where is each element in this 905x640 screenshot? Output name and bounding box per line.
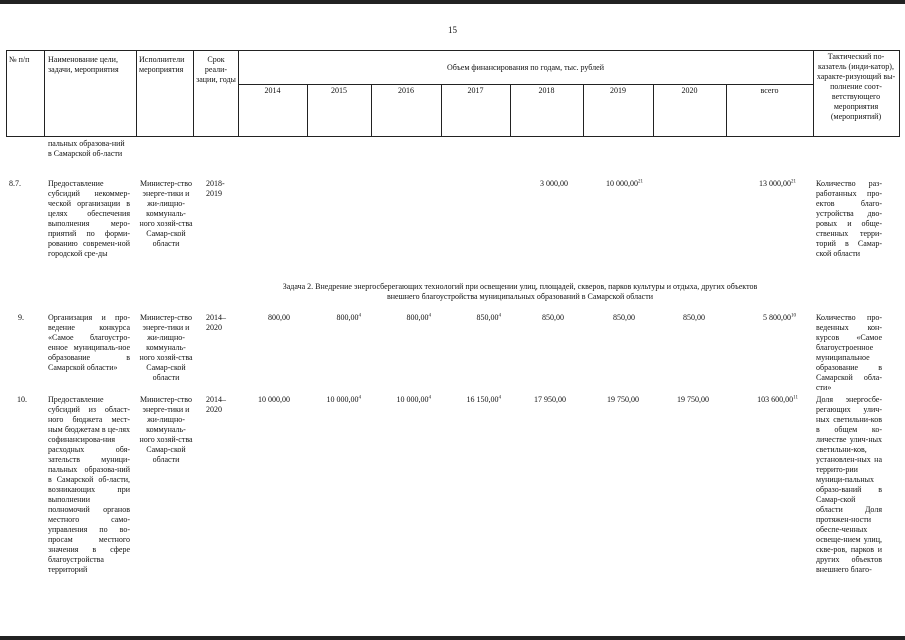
task-2-heading: Задача 2. Внедрение энергосберегающих технологий при освещении улиц, площадей, скверов, парков культуры и отдыха, других объектов внешнего благоустройства муниципальных образований в Самарской области — [282, 282, 758, 301]
row-10-2020: 19 750,00 — [677, 395, 709, 404]
header-year-2014: 2014 — [264, 86, 281, 95]
col-border — [899, 50, 900, 137]
header-term: Срок реали-зации, годы — [196, 55, 236, 84]
row-9-2017: 850,00$^4$ — [476, 313, 501, 322]
row-10-2016: 10 000,00$^4$ — [396, 395, 431, 404]
row-10-indicator: Доля энергосбе-регающих улич-ных светильни-ков в общем ко-личестве улич-ных светильни-ков, установлен-ных на террито-рии муници-пальных образо-ваний в Самар-ской области Доля протяжен-ности обеспе-ченных освеще-нием улиц, скве-ров, парков и других объектов внешнего благо- — [816, 395, 882, 574]
row-8-7-indicator: Количество раз-работанных про-ектов благо-устройства дво-ровых и обще-ственных терри-торий в Самар-ской области — [816, 179, 882, 258]
row-10-2015: 10 000,00$^4$ — [326, 395, 361, 404]
row-10-2017: 16 150,00$^4$ — [466, 395, 501, 404]
row-9-indicator: Количество про-веденных кон-курсов «Самое благоустроенное муниципальное образование в Самарской обла-сти» — [816, 313, 882, 392]
row-8-7-exec: Министер-ство энерге-тики и жи-лищно-коммуналь-ного хозяй-ства Самар-ской области — [139, 179, 193, 248]
header-indicator: Тактический по-казатель (инди-катор), характе-ризующий вы-полнение соот-ветствующего мероприятия (мероприятий) — [816, 52, 896, 121]
page-number: 15 — [448, 25, 457, 35]
row-9-num: 9. — [18, 313, 24, 322]
header-year-2016: 2016 — [398, 86, 414, 95]
header-year-2019: 2019 — [610, 86, 626, 95]
header-bottom-line — [6, 136, 899, 137]
row-9-exec: Министер-ство энерге-тики и жи-лищно-коммуналь-ного хозяй-ства Самар-ской области — [139, 313, 193, 382]
col-border — [193, 50, 194, 137]
row-9-2016: 800,00$^4$ — [406, 313, 431, 322]
row-9-2019: 850,00 — [613, 313, 635, 322]
row-8-7-num: 8.7. — [9, 179, 21, 188]
header-total: всего — [760, 86, 779, 95]
row-10-2018: 17 950,00 — [534, 395, 566, 404]
header-year-2015: 2015 — [331, 86, 347, 95]
row-10-2014: 10 000,00 — [258, 395, 290, 404]
col-border — [44, 50, 45, 137]
row-10-total: 103 600,00$^{11}$ — [757, 395, 798, 404]
row-8-7-2019: 10 000,00$^{21}$ — [606, 179, 643, 188]
row-10-2019: 19 750,00 — [607, 395, 639, 404]
header-finance: Объем финансирования по годам, тыс. рублей — [447, 63, 604, 72]
bottom-border — [0, 636, 905, 640]
col-border — [813, 50, 814, 137]
row-10-term: 2014–2020 — [206, 395, 226, 414]
header-name: Наименование цели, задачи, мероприятия — [48, 55, 119, 74]
col-border — [136, 50, 137, 137]
row-9-total: 5 800,00$^{10}$ — [763, 313, 796, 322]
header-top-line — [6, 50, 899, 51]
row-8-7-term: 2018-2019 — [206, 179, 225, 198]
header-exec: Исполнители мероприятия — [139, 55, 185, 74]
row-9-2014: 800,00 — [268, 313, 290, 322]
header-year-2020: 2020 — [681, 86, 698, 95]
row-8-7-total: 13 000,00$^{21}$ — [759, 179, 796, 188]
continuation-text: пальных образова-ний в Самарской об-ласти — [48, 139, 125, 158]
header-year-2017: 2017 — [467, 86, 484, 95]
row-9-name: Организация и про-ведение конкурса «Самое благоустро-енное муниципаль-ное образование в Самарской области» — [48, 313, 130, 372]
top-border — [0, 0, 905, 4]
row-10-name: Предоставление субсидий из област-ного бюджета мест-ным бюджетам в це-лях софинансирова-ния расходных обя-зательств муници-пальных образова-ний в Самарской об-ласти, возникающих при выполнении полномочий органов местного само-управления по во-просам местного значения в сфере благоустройства территорий — [48, 395, 130, 574]
row-9-2018: 850,00 — [542, 313, 564, 322]
row-9-term: 2014–2020 — [206, 313, 226, 332]
row-10-num: 10. — [17, 395, 27, 404]
col-border — [6, 50, 7, 137]
header-num: № п/п — [9, 55, 30, 64]
row-8-7-2018: 3 000,00 — [540, 179, 568, 188]
row-8-7-name: Предоставление субсидий некоммер-ческой организации в целях обеспечения выполнения меро-приятий по форми-рованию современ-ной городской сре-ды — [48, 179, 130, 258]
row-10-exec: Министер-ство энерге-тики и жи-лищно-коммуналь-ного хозяй-ства Самар-ской области — [139, 395, 193, 464]
row-9-2020: 850,00 — [683, 313, 705, 322]
header-year-2018: 2018 — [538, 86, 555, 95]
row-9-2015: 800,00$^4$ — [336, 313, 361, 322]
